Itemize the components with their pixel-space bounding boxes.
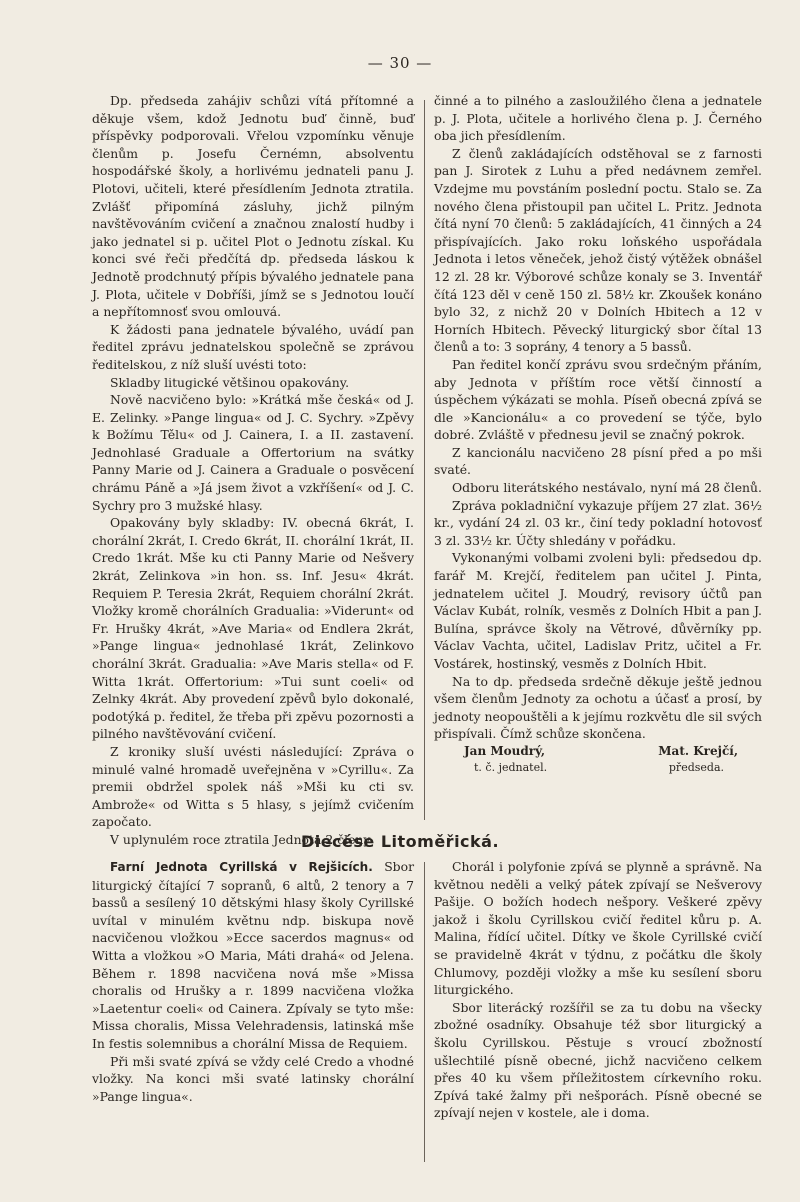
- paragraph: Zpráva pokladniční vykazuje příjem 27 zlat. 36½ kr., vydání 24 zl. 03 kr., činí tedy pokladní hotovosť 3 zl. 33½ kr. Účty shledány v pořádku.: [434, 497, 762, 548]
- column-divider: [424, 100, 425, 820]
- paragraph: Z členů zakládajících odstěhoval se z farnosti pan J. Sirotek z Luhu a před nedávnem zemřel. Vzdejme mu povstáním poslední poctu. Stalo se. Za nového člena přistoupil pan učitel L. Pritz. Jednota čítá nyní 70 členů: 5 zakládajících, 41 činných a 24 přispívajících. Jako roku loňského uspořádala Jednota i letos věneček, jehož čistý výtěžek obnášel 12 zl. 28 kr. Výborové schůze konaly se 3. Inventář čítá 123 děl v ceně 150 zl. 58½ kr. Zkoušek konáno bylo 32, z nichž 20 v Dolních Hbitech a 12 v Horních Hbitech. Pěvecký liturgický sbor čítal 13 členů a to: 3 soprány, 4 tenory a 5 bassů.: [434, 145, 762, 355]
- paragraph: Sbor literácký rozšířil se za tu dobu na všecky zbožné osadníky. Obsahuje též sbor liturgický a školu Cyrillskou. Pěstuje s vroucí zbožností ušlechtilé písně obecné, jichž nacvičeno celkem přes 40 ku všem příležitostem církevního roku. Zpívá také žalmy při nešporách. Písně obecné se zpívají nejen v kostele, ale i doma.: [434, 999, 762, 1121]
- paragraph: Při mši svaté zpívá se vždy celé Credo a vhodné vložky. Na konci mši svaté latinsky chorální »Pange lingua«.: [92, 1053, 414, 1104]
- paragraph: V uplynulém roce ztratila Jednota 2 členy: [110, 831, 371, 847]
- paragraph: Pan ředitel končí zprávu svou srdečným přáním, aby Jednota v příštím roce větší činností a úspěchem výkázati se mohla. Píseň obecná zpívá se dle »Kancionálu« a co provedení se týče, bylo dobré. Zvláště v přednesu jevil se značný pokrok.: [434, 356, 762, 443]
- paragraph: Vykonanými volbami zvoleni byli: předsedou dp. farář M. Krejčí, ředitelem pan učitel J. Pinta, jednatelem učitel J. Moudrý, revisory účtů pan Václav Kubát, rolník, vesměs z Dolních Hbit a pan J. Bulína, správce školy na Větrové, důvěrníky pp. Václav Vachta, učitel, Ladislav Pritz, učitel a Fr. Vostárek, hostinský, vesměs z Dolních Hbit.: [434, 550, 762, 671]
- right-column-top: [434, 92, 762, 776]
- section-title: Diecése Litoměřická.: [300, 832, 500, 851]
- left-column-bottom: [92, 858, 414, 1105]
- paragraph: činné a to pilného a zasloužilého člena a jednatele p. J. Plota, učitele a horlivého člena p. J. Černého oba jich přesídlením.: [434, 93, 762, 144]
- paragraph: Chorál i polyfonie zpívá se plynně a správně. Na květnou neděli a velký pátek zpívají se Nešverovy Pašije. O božích hodech nešpory. Veškeré zpěvy jakož i školu Cyrillskou cvičí ředitel kůru p. A. Malina, řídící učitel. Dítky ve škole Cyrillské cvičí se pravidelně 4krát v týdnu, z počátku dle školy Chlumovy, později vložky a mše ku sesílení sboru liturgického.: [434, 859, 762, 998]
- signature-names: [434, 743, 762, 760]
- signature-roles: [434, 760, 762, 776]
- page-number: — 30 —: [367, 54, 433, 72]
- signature-role-right: předseda.: [668, 760, 724, 774]
- subsection-heading: Farní Jednota Cyrillská v Rejšicích.: [110, 860, 373, 874]
- column-divider: [424, 862, 425, 1162]
- paragraph: Skladby litugické většinou opakovány.: [110, 374, 350, 390]
- right-column-bottom: [434, 858, 762, 1122]
- signature-name-left: Jan Moudrý,: [464, 743, 546, 758]
- paragraph: Z kancionálu nacvičeno 28 písní před a po mši svaté.: [434, 444, 762, 478]
- paragraph: Z kroniky sluší uvésti následující: Zpráva o minulé valné hromadě uveřejněna v »Cyrillu«. Za premii obdržel spolek náš »Mši ku cti sv. Ambrože« od Witta s 5 hlasy, s jejímž cvičením započato.: [92, 743, 414, 830]
- signature-role-left: t. č. jednatel.: [474, 760, 548, 774]
- paragraph-text: Sbor liturgický čítající 7 sopranů, 6 altů, 2 tenory a 7 bassů a sesílený 10 dětskými hlasy školy Cyrillské uvítal v minulém květnu ndp. biskupa nově nacvičenou vložkou »Ecce sacerdos magnus« od Witta a vložkou »O Maria, Máti drahá« od Jelena. Během r. 1898 nacvičena nová mše »Missa choralis od Hrušky a r. 1899 nacvičena vložka »Laetentur coeli« od Cainera. Zpívaly se tyto mše: Missa choralis, Missa Velehradensis, latinská mše In festis solemnibus a chorální Missa de Requiem.: [92, 859, 414, 1051]
- paragraph: [92, 858, 414, 1053]
- paragraph: Na to dp. předseda srdečně děkuje ještě jednou všem členům Jednoty za ochotu a účasť a prosí, by jednoty neopouštěli a k jejímu rozkvětu dle sil svých přispívali. Čímž schůze skončena.: [434, 673, 762, 742]
- paragraph: Odboru literátského nestávalo, nyní má 28 členů.: [452, 480, 762, 496]
- paragraph: Opakovány byly skladby: IV. obecná 6krát, I. chorální 2krát, I. Credo 6krát, II. chorální 1krát, II. Credo 1krát. Mše ku cti Panny Marie od Nešvery 2krát, Zelinkova »in hon. ss. Inf. Jesu« 4krát. Requiem P. Teresia 2krát, Requiem chorální 2krát. Vložky kromě chorálních Gradualia: »Viderunt« od Fr. Hrušky 4krát, »Ave Maria« od Endlera 2krát, »Pange lingua« jednohlasé 1krát, Zelinkovo chorální 3krát. Gradualia: »Ave Maris stella« od F. Witta 1krát. Offertorium: »Tui sunt coeli« od Zelnky 4krát. Aby provedení zpěvů bylo dokonalé, podotýká p. ředitel, že třeba při zpěvu pozornosti a pilného navštěvování cvičení.: [92, 515, 414, 742]
- paragraph: K žádosti pana jednatele bývalého, uvádí pan ředitel zprávu jednatelskou společně se zprávou ředitelskou, z níž sluší uvésti toto:: [92, 321, 414, 372]
- signature-name-right: Mat. Krejčí,: [658, 743, 738, 758]
- left-column-top: [92, 92, 414, 849]
- paragraph: Nově nacvičeno bylo: »Krátká mše česká« od J. E. Zelinky. »Pange lingua« od J. C. Sychry. »Zpěvy k Božímu Tělu« od J. Cainera, I. a II. zastavení. Jednohlasé Graduale a Offertorium na svátky Panny Marie od J. Cainera a Graduale o posvěcení chrámu Páně a »Já jsem život a vzkříšení« od J. C. Sychry pro 3 mužské hlasy.: [92, 392, 414, 513]
- paragraph: Dp. předseda zahájiv schůzi vítá přítomné a děkuje všem, kdož Jednotu buď činně, buď příspěvky podporovali. Vřelou vzpomínku věnuje členům p. Josefu Černémn, absolventu hospodářské školy, a horlivému jednateli panu J. Plotovi, učiteli, které přesídlením Jednota ztratila. Zvlášť připomíná zásluhy, jichž pilným navštěvováním cvičení a značnou znalostí hudby i jako jednatel si p. učitel Plot o Jednotu získal. Ku konci své řeči předčítá dp. předseda láskou k Jednotě prodchnutý přípis bývalého jednatele pana J. Plota, učitele v Dobříši, jímž se s Jednotou loučí a nepřítomnosť svou omlouvá.: [92, 93, 414, 320]
